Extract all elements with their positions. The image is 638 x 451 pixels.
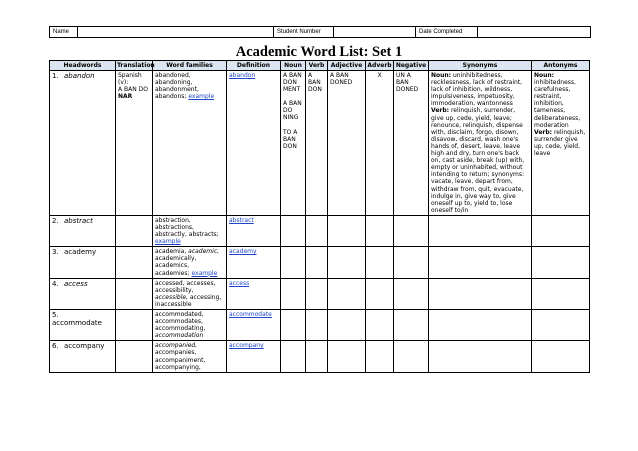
definition-link[interactable]: accompany <box>229 342 264 350</box>
definition-cell <box>227 215 281 246</box>
headword: accommodate <box>52 319 102 327</box>
noun-cell[interactable] <box>281 247 306 278</box>
definition-link[interactable]: abstract <box>229 216 254 224</box>
table-row <box>50 341 590 372</box>
headword-cell <box>50 341 116 372</box>
adverb-cell[interactable] <box>366 71 394 216</box>
definition-cell <box>227 310 281 341</box>
header-definition: Definition <box>227 61 281 71</box>
word-families-text-rest: accessing, inaccessible <box>155 293 222 308</box>
word-families-text: accessed, accesses, accessibility, <box>155 279 216 294</box>
synonyms-verb-text: relinquish, surrender, give up, cede, yield, leave; renounce, relinquish, dispense with, disclaim, forgo, disown, disavow, discard, wash one's hands of, desert, leave, leave high and dry, turn one's back on, cast aside, break (up) with, empty or uninhabited, without intending to return; synonyms: vacate, leave, depart from, withdraw from, quit, evacuate, indulge in, give way to, give oneself up to, yield to, lose oneself to/in <box>431 107 525 214</box>
antonyms-cell[interactable] <box>532 341 590 372</box>
headword-cell <box>50 310 116 341</box>
adjective-form: A BAN DONED <box>330 72 353 87</box>
adjective-cell[interactable] <box>328 215 366 246</box>
headword-cell <box>50 278 116 309</box>
antonyms-cell[interactable] <box>532 278 590 309</box>
negative-cell[interactable] <box>394 71 429 216</box>
word-families-italic: academic, <box>188 248 220 256</box>
adjective-cell[interactable] <box>328 71 366 216</box>
synonyms-cell[interactable] <box>429 71 532 216</box>
word-families-text-rest: accompanies, accompaniment, accompanying, <box>155 349 206 371</box>
translation-cell[interactable] <box>116 247 153 278</box>
row-number: 1. <box>52 72 59 80</box>
noun-form-2: A BAN DO NING <box>283 100 302 122</box>
definition-link[interactable]: abandon <box>229 72 256 79</box>
table-row <box>50 310 590 341</box>
word-families-cell <box>153 71 227 216</box>
verb-cell[interactable] <box>306 278 328 309</box>
student-number-label: Student Number <box>274 27 334 37</box>
antonyms-cell[interactable] <box>532 215 590 246</box>
word-list-table <box>49 60 590 373</box>
student-number-field[interactable] <box>334 27 416 37</box>
translation-syllables: A BAN DO <box>118 86 148 94</box>
negative-cell[interactable] <box>394 247 429 278</box>
example-link[interactable]: example <box>188 93 215 101</box>
synonyms-noun-label: Noun: <box>431 72 452 79</box>
translation-cell[interactable] <box>116 341 153 372</box>
header-verb: Verb <box>306 61 328 71</box>
antonyms-noun-text: inhibitedness, carefulness, restraint, inhibition, tameness, deliberateness, moderation <box>534 79 581 129</box>
word-families-cell <box>153 215 227 246</box>
definition-cell <box>227 71 281 216</box>
negative-cell[interactable] <box>394 278 429 309</box>
header-word-families: Word families <box>153 61 227 71</box>
row-number: 3. <box>52 248 59 257</box>
verb-form: A BAN DON <box>308 72 322 94</box>
row-number: 5. <box>52 311 59 319</box>
verb-cell[interactable] <box>306 310 328 341</box>
header-translation: Translation <box>117 62 155 69</box>
adverb-cell[interactable] <box>366 215 394 246</box>
word-families-text: abstraction, abstractions, abstractly, abstracts; <box>155 216 219 239</box>
word-families-cell <box>153 341 227 372</box>
noun-cell[interactable] <box>281 310 306 341</box>
noun-cell[interactable] <box>281 341 306 372</box>
synonyms-cell[interactable] <box>429 247 532 278</box>
word-families-text: accommodated, accommodates, accommodating, <box>155 311 206 333</box>
row-number: 4. <box>52 279 59 288</box>
header-synonyms: Synonyms <box>429 61 532 71</box>
word-families-text: academia, <box>155 248 189 256</box>
verb-cell[interactable] <box>306 247 328 278</box>
verb-cell[interactable] <box>306 341 328 372</box>
definition-link[interactable]: academy <box>229 248 257 256</box>
negative-cell[interactable] <box>394 215 429 246</box>
synonyms-cell[interactable] <box>429 310 532 341</box>
date-completed-field[interactable] <box>478 27 590 37</box>
row-number: 6. <box>52 342 59 351</box>
synonyms-noun-text: uninhibitedness, recklessness, lack of restraint, lack of inhibition, wildness, impulsiveness, impetuosity, immoderation, wantonness <box>431 72 523 108</box>
translation-syllables-stressed: NAR <box>118 93 133 101</box>
headword: access <box>64 279 88 288</box>
adverb-cell[interactable] <box>366 247 394 278</box>
antonyms-cell[interactable] <box>532 310 590 341</box>
header-negative: Negative <box>394 61 429 71</box>
antonyms-noun-label: Noun: <box>534 72 555 79</box>
word-families-cell <box>153 247 227 278</box>
headword-cell <box>50 215 116 246</box>
table-row <box>50 278 590 309</box>
translation-language: Spanish (v): <box>118 72 142 87</box>
word-families-text: abandoned, abandoning, abandonment, abandons; <box>155 72 199 101</box>
translation-cell[interactable] <box>116 278 153 309</box>
table-row <box>50 215 590 246</box>
noun-cell[interactable] <box>281 215 306 246</box>
synonyms-cell[interactable] <box>429 278 532 309</box>
student-info-bar <box>49 26 591 38</box>
antonyms-cell[interactable] <box>532 247 590 278</box>
adjective-cell[interactable] <box>328 310 366 341</box>
negative-form: UN A BAN DONED <box>396 72 419 94</box>
adjective-cell[interactable] <box>328 278 366 309</box>
antonyms-cell[interactable] <box>532 71 590 216</box>
translation-cell[interactable] <box>116 215 153 246</box>
verb-cell[interactable] <box>306 71 328 216</box>
definition-link[interactable]: access <box>229 279 250 287</box>
synonyms-cell[interactable] <box>429 341 532 372</box>
headword-cell <box>50 71 116 216</box>
translation-cell[interactable] <box>116 310 153 341</box>
header-adjective: Adjective <box>328 61 366 71</box>
definition-link[interactable]: accommodate <box>229 311 272 318</box>
word-families-cell <box>153 310 227 341</box>
page-title: Academic Word List: Set 1 <box>235 44 403 60</box>
negative-cell[interactable] <box>394 341 429 372</box>
antonyms-verb-label: Verb: <box>534 128 553 136</box>
name-field[interactable] <box>78 27 274 37</box>
adjective-cell[interactable] <box>328 341 366 372</box>
word-families-cell <box>153 278 227 309</box>
header-headwords: Headwords <box>50 61 116 71</box>
antonyms-verb-text: relinquish, surrender give up, cede, yield, leave <box>534 128 586 158</box>
table-header-row <box>50 61 590 71</box>
table-row <box>50 71 590 216</box>
word-families-italic: accompanied, <box>155 342 198 350</box>
noun-form-3: TO A BAN DON <box>283 128 298 150</box>
adjective-cell[interactable] <box>328 247 366 278</box>
negative-cell[interactable] <box>394 310 429 341</box>
name-label: Name <box>50 27 78 37</box>
noun-cell[interactable] <box>281 71 306 216</box>
definition-cell <box>227 278 281 309</box>
headword-cell <box>50 247 116 278</box>
translation-cell[interactable] <box>116 71 153 216</box>
example-link[interactable]: example <box>155 238 181 246</box>
word-families-italic: accommodation <box>155 332 204 340</box>
synonyms-cell[interactable] <box>429 215 532 246</box>
synonyms-verb-label: Verb: <box>431 107 450 115</box>
header-noun: Noun <box>281 61 306 71</box>
adverb-form: X <box>377 72 382 79</box>
definition-cell <box>227 341 281 372</box>
word-families-italic: accessible, <box>155 293 188 301</box>
headword: accompany <box>64 342 105 351</box>
adverb-cell[interactable] <box>366 310 394 341</box>
adverb-cell[interactable] <box>366 278 394 309</box>
header-adverb: Adverb <box>367 62 392 69</box>
headword: academy <box>64 248 97 257</box>
table-row <box>50 247 590 278</box>
noun-cell[interactable] <box>281 278 306 309</box>
definition-cell <box>227 247 281 278</box>
adverb-cell[interactable] <box>366 341 394 372</box>
row-number: 2. <box>52 216 59 225</box>
word-families-text-rest: academically, academics, academies; <box>155 255 197 277</box>
date-completed-label: Date Completed <box>416 27 478 37</box>
verb-cell[interactable] <box>306 215 328 246</box>
header-antonyms: Antonyms <box>532 61 590 71</box>
headword: abandon <box>64 72 95 80</box>
noun-form-1: A BAN DON MENT <box>283 72 302 94</box>
headword: abstract <box>64 216 93 225</box>
example-link[interactable]: example <box>191 269 218 277</box>
